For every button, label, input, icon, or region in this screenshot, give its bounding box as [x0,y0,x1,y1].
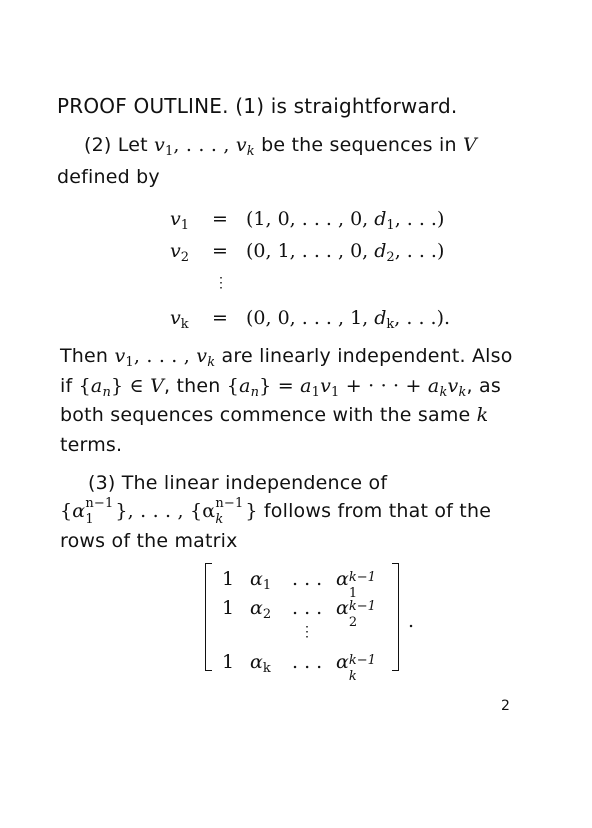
item-2-line-2: defined by [57,166,160,188]
para-3-line-4: terms. [60,434,123,456]
equals-sign-1: = [212,208,228,230]
document-page: PROOF OUTLINE. (1) is straightforward. (2) Let $v_1$, . . . , $v_k$ be the sequences in V defined by $v_1$ = (1, 0, . . . , 0, $d_1$, . . .) $v_2$ = (0, 1, . . . , 0, $d_2$, . . .) ⋮ $v_k$ = (0, 0, . . . , 1, $d_k$, . . .). Then $v_1$, . . . , $v_k$ are linearly independent. Also if $\{a_n\}$ ∈ V, then $\{a_n\} = a_1v_1$ + · · · + $a_kv_k$, as both sequences commence with the same k terms. (3) The linear independence of {α n−1 1 }, . . . , {α n−1 k } follows from that of the rows of the matrix 1 $\alpha_1$ . . . α k−1 1 1 $\alpha_2$ . . . α k−1 2 ⋮ 1 $\alpha_k$ . . . α k−1 k . 2 [57,94,513,714]
proof-outline-line [57,94,457,118]
proof-outline-heading: PROOF OUTLINE. [57,94,229,118]
item-3-line-1: (3) The linear independence of [88,472,388,494]
equation-row-1: $v_1$ [170,208,190,233]
item-3-line-2: {α n−1 1 }, . . . , {α n−1 k } follows from that of the [60,496,492,527]
item-2-line-1: (2) Let $v_1$, . . . , $v_k$ be the sequences in V [84,134,477,159]
matrix-vertical-ellipsis: ⋮ [300,624,314,640]
matrix-row-2: 1 [222,597,235,619]
item-1-text: (1) is straightforward. [235,94,458,118]
para-3-line-1: Then $v_1$, . . . , $v_k$ are linearly independent. Also [60,345,513,370]
matrix-row-k: 1 [222,651,235,673]
equation-rhs-k: (0, 0, . . . , 1, $d_k$, . . .). [246,307,451,332]
matrix-row-1: 1 [222,568,235,590]
equals-sign-2: = [212,240,228,262]
equation-row-2: $v_2$ [170,240,190,265]
equals-sign-k: = [212,307,228,329]
matrix-left-bracket [205,563,212,671]
equation-rhs-1: (1, 0, . . . , 0, $d_1$, . . .) [246,208,445,233]
para-3-line-2: if $\{a_n\}$ ∈ V, then $\{a_n\} = a_1v_1$ + · · · + $a_kv_k$, as [60,375,501,400]
equation-row-k: $v_k$ [170,307,189,332]
item-3-line-3: rows of the matrix [60,530,238,552]
para-3-line-3: both sequences commence with the same k [60,404,489,426]
matrix-trailing-period: . [408,610,415,632]
equation-rhs-2: (0, 1, . . . , 0, $d_2$, . . .) [246,240,445,265]
matrix-right-bracket [392,563,399,671]
page-number: 2 [501,698,510,714]
vertical-ellipsis: ⋮ [214,275,228,291]
